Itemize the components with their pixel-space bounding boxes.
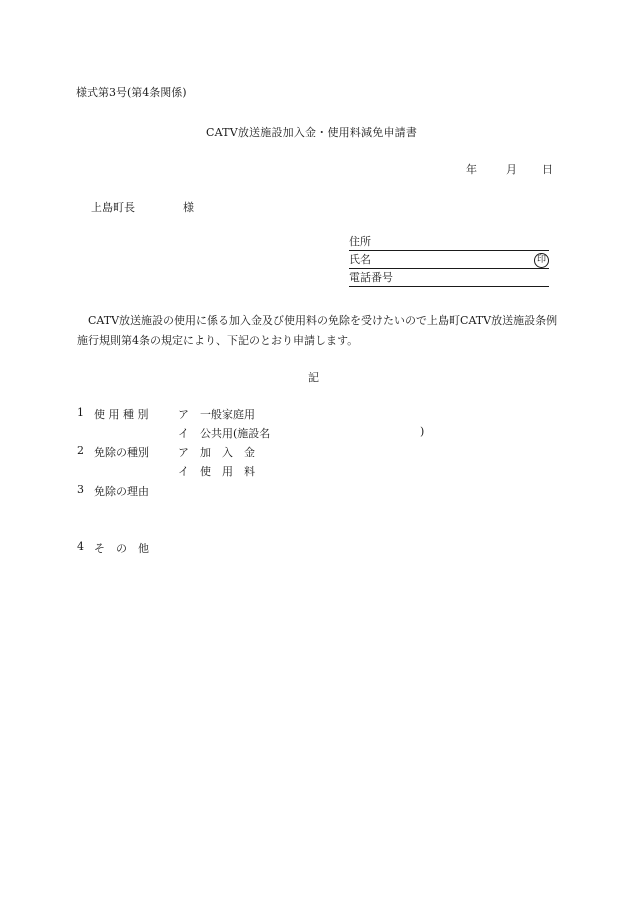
item-4-label: そ の 他 [94,542,149,555]
date-line [466,161,553,177]
addressee-name: 上島町長 [91,201,135,214]
item-2-number: 2 [77,444,84,457]
date-month-label: 月 [506,163,517,176]
item-2-option-b-text[interactable]: 使 用 料 [200,465,255,478]
item-3-number: 3 [77,483,84,496]
item-1-option-b-text[interactable]: 公共用(施設名 [200,427,271,440]
address-label: 住所 [349,235,371,248]
item-2-option-a-letter: ア [178,446,189,459]
addressee [91,199,194,215]
item-2-option-b-letter: イ [178,465,189,478]
item-2-label: 免除の種別 [94,446,149,459]
document-title: CATV放送施設加入金・使用料減免申請書 [206,126,418,139]
item-4-number: 4 [77,540,84,553]
item-1-label: 使 用 種 別 [94,408,149,421]
item-1-option-a-letter: ア [178,408,189,421]
ki-heading: 記 [308,371,319,384]
address-field[interactable] [349,235,549,251]
phone-field[interactable] [349,271,549,287]
name-field[interactable] [349,253,549,269]
seal-mark: 印 [534,253,549,268]
phone-label: 電話番号 [349,271,393,284]
item-2-option-a-text[interactable]: 加 入 金 [200,446,255,459]
date-day-label: 日 [542,163,553,176]
date-year-label: 年 [466,163,477,176]
item-1-option-a-text[interactable]: 一般家庭用 [200,408,255,421]
item-1-number: 1 [77,406,84,419]
item-3-label: 免除の理由 [94,485,149,498]
addressee-honorific: 様 [183,201,194,214]
application-statement: CATV放送施設の使用に係る加入金及び使用料の免除を受けたいので上島町CATV放送施設条例施行規則第4条の規定により、下記のとおり申請します。 [77,314,558,347]
item-1-option-b-letter: イ [178,427,189,440]
form-number: 様式第3号(第4条関係) [76,86,187,99]
facility-name-close-paren: ) [420,425,425,438]
name-label: 氏名 [349,253,371,266]
